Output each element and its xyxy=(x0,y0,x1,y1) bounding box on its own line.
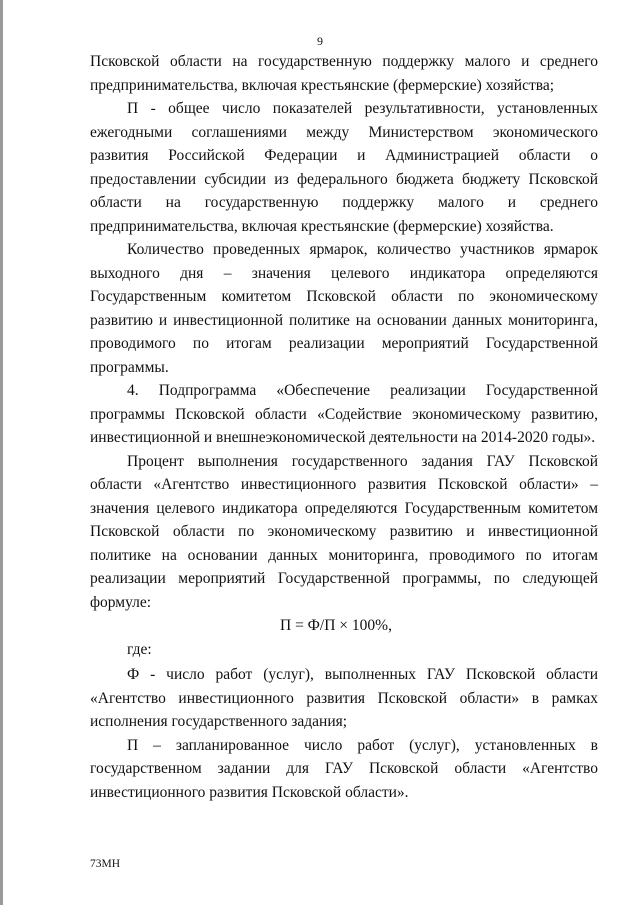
paragraph-subprogram-4: 4. Подпрограмма «Обеспечение реализации Государственной программы Псковской области «Содействие экономическому развитию, инвестиционной и внешнеэкономической деятельности на 2014-2020 годы». xyxy=(90,382,598,446)
paragraph-p-planned-definition: П – запланированное число работ (услуг), установленных в государственном задании для ГАУ Псковской области «Агентство инвестиционного развития Псковской области». xyxy=(90,736,598,801)
paragraph-state-task: Процент выполнения государственного задания ГАУ Псковской области «Агентство инвестиционного развития Псковской области» – значения целевого индикатора определяются Государственным комитетом Псковской области по экономическому развитию и инвестиционной политике на основании данных мониторинга, проводимого по итогам реализации мероприятий Государственной программы, по следующей формуле: xyxy=(90,452,598,611)
paragraph-continuation: Псковской области на государственную поддержку малого и среднего предпринимательства, включая крестьянские (фермерские) хозяйства; xyxy=(90,53,598,94)
paragraph-fairs: Количество проведенных ярмарок, количество участников ярмарок выходного дня – значения целевого индикатора определяются Государственным комитетом Псковской области по экономическому развитию и инвестиционной политике на основании данных мониторинга, проводимого по итогам реализации мероприятий Государственной программы. xyxy=(90,241,598,376)
document-body xyxy=(90,50,598,804)
paragraph-f-definition: Ф - число работ (услуг), выполненных ГАУ Псковской области «Агентство инвестиционного развития Псковской области» в рамках исполнения государственного задания; xyxy=(90,666,598,730)
paragraph-p-definition: П - общее число показателей результативности, установленных ежегодными соглашениями между Министерством экономического развития Российской Федерации и Администрацией области о предоставлении субсидии из федерального бюджета бюджету Псковской области на государственную поддержку малого и среднего предпринимательства, включая крестьянские (фермерские) хозяйства. xyxy=(90,100,598,235)
where-label: где: xyxy=(127,640,152,658)
formula: П = Ф/П × 100%, xyxy=(280,617,392,634)
scan-edge xyxy=(0,0,3,905)
document-code: 73МН xyxy=(90,858,121,870)
page-number: 9 xyxy=(317,34,323,48)
